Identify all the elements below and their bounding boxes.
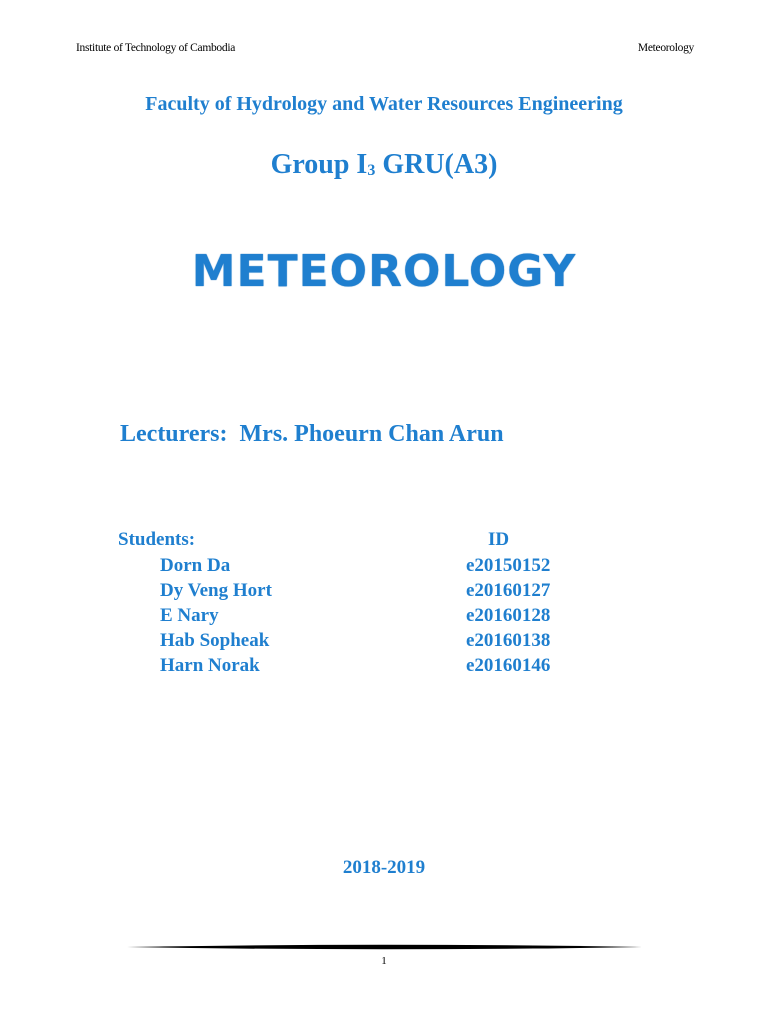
student-id: e20160138 [466,630,551,651]
student-row [0,605,768,630]
group-suffix: GRU(A3) [375,149,498,180]
document-title: METEOROLOGY [191,246,577,297]
student-id: e20160127 [466,580,551,601]
student-name: Dy Veng Hort [160,580,272,601]
student-name: Harn Norak [160,655,260,676]
id-column-label: ID [488,529,510,550]
student-name: Hab Sopheak [160,630,270,651]
group-title [0,149,768,181]
student-row [0,580,768,605]
student-row [0,555,768,580]
student-name: Dorn Da [160,555,231,576]
page-number: 1 [381,955,387,967]
footer-divider [126,943,642,951]
header-subject: Meteorology [637,42,694,54]
students-label: Students: [118,529,196,550]
group-subscript: 3 [367,162,376,179]
lecturers-line: Lecturers: Mrs. Phoeurn Chan Arun [120,421,504,447]
student-row [0,630,768,655]
group-prefix: Group I [270,149,368,180]
student-id: e20150152 [466,555,551,576]
faculty-title: Faculty of Hydrology and Water Resources Engineering [145,93,623,115]
student-row [0,655,768,680]
academic-year: 2018-2019 [342,857,426,878]
student-id: e20160128 [466,605,551,626]
student-id: e20160146 [466,655,551,676]
student-name: E Nary [160,605,219,626]
header-institute: Institute of Technology of Cambodia [76,42,236,54]
